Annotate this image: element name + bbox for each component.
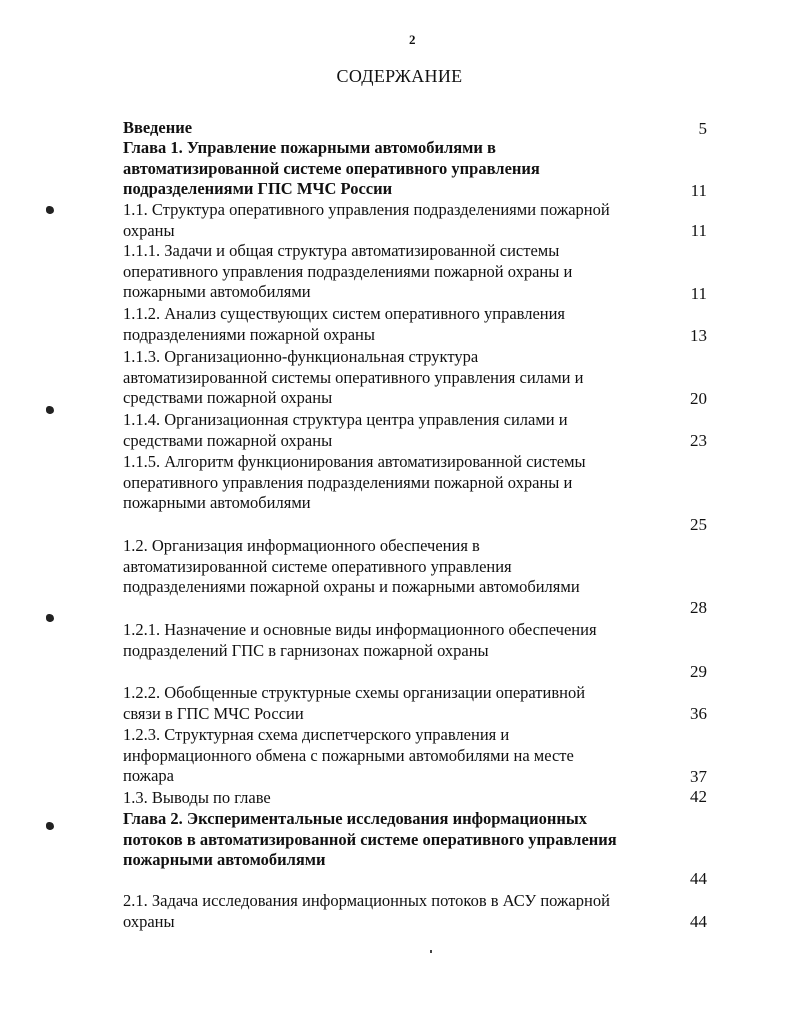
toc-entry-1-1-5 xyxy=(123,452,713,514)
page-title: СОДЕРЖАНИЕ xyxy=(336,66,463,86)
toc-entry-line: 1.2.1. Назначение и основные виды информационного обеспечения xyxy=(123,620,597,639)
toc-entry-line: автоматизированной системе оперативного управления xyxy=(123,556,512,576)
toc-entry-line: автоматизированной системы оперативного управления силами и xyxy=(123,367,584,387)
toc-entry-1-3 xyxy=(123,788,713,809)
toc-entry-line: Глава 1. Управление пожарными автомобилями в xyxy=(123,138,496,157)
toc-entry-line: 1.2.3. Структурная схема диспетчерского управления и xyxy=(123,725,510,744)
toc-entry-line: средствами пожарной охраны xyxy=(123,388,333,407)
scan-mark xyxy=(46,406,54,414)
toc-entry-2-1 xyxy=(123,891,713,932)
toc-entry-line: Глава 2. Экспериментальные исследования информационных xyxy=(123,809,587,828)
toc-entry-line: 1.1.2. Анализ существующих систем оперативного управления xyxy=(123,304,566,323)
toc-entry-line: 1.2. Организация информационного обеспечения в xyxy=(123,536,480,555)
toc-entry-line: подразделениями ГПС МЧС России xyxy=(123,179,393,198)
toc-entry-line: связи в ГПС МЧС России xyxy=(123,703,304,723)
toc-page-number: 11 xyxy=(690,221,707,240)
toc-entry-line: 1.1.5. Алгоритм функционирования автоматизированной системы xyxy=(123,452,586,471)
toc-entry-1-2-3 xyxy=(123,725,713,787)
toc-entry-1-1-1 xyxy=(123,241,713,303)
toc-entry-1-1-4 xyxy=(123,410,713,451)
toc-entry-line: 1.1.1. Задачи и общая структура автоматизированной системы xyxy=(123,241,560,260)
toc-entry-line: средствами пожарной охраны xyxy=(123,430,333,450)
toc-entry-line: пожара xyxy=(123,766,174,785)
toc-entry-line: 1.1. Структура оперативного управления подразделениями пожарной xyxy=(123,200,610,219)
scan-mark xyxy=(46,822,54,830)
toc-entry-1-2-2 xyxy=(123,683,713,724)
toc-entry-line: потоков в автоматизированной системе оперативного управления xyxy=(123,829,617,849)
toc-entry-line: 1.3. Выводы по главе xyxy=(123,788,271,807)
toc-entry-line: подразделениями пожарной охраны xyxy=(123,324,375,344)
toc-entry-line: автоматизированной системе оперативного управления xyxy=(123,158,540,178)
toc-page-number: 42 xyxy=(690,787,707,806)
scan-mark xyxy=(46,614,54,622)
toc-entry-chapter-2 xyxy=(123,809,713,871)
toc-entry-line: 1.1.3. Организационно-функциональная структура xyxy=(123,347,479,366)
toc-entry-line: пожарными автомобилями xyxy=(123,493,311,512)
toc-page-number: 28 xyxy=(690,598,707,617)
toc-entry-line: 1.2.2. Обобщенные структурные схемы организации оперативной xyxy=(123,683,586,702)
toc-page-number: 5 xyxy=(698,119,707,138)
toc-entry-line: информационного обмена с пожарными автомобилями на месте xyxy=(123,745,574,765)
toc-page-number: 11 xyxy=(690,181,707,200)
toc-page-number: 20 xyxy=(690,389,707,408)
toc-entry-1-2 xyxy=(123,536,713,598)
toc-page-number: 44 xyxy=(690,869,707,888)
toc-entry-line: охраны xyxy=(123,220,175,240)
toc-page-number: 13 xyxy=(690,326,707,345)
scan-mark xyxy=(46,206,54,214)
toc-entry-line: охраны xyxy=(123,911,175,931)
toc-page-number: 36 xyxy=(690,704,707,723)
toc-page-number: 23 xyxy=(690,431,707,450)
toc-entry-1-1 xyxy=(123,200,713,241)
page-number: 2 xyxy=(409,32,416,47)
toc-entry-chapter-1 xyxy=(123,138,713,200)
toc-page-number: 44 xyxy=(690,912,707,931)
toc-page-number: 11 xyxy=(690,284,707,303)
toc-entry-line: 2.1. Задача исследования информационных потоков в АСУ пожарной xyxy=(123,891,610,910)
toc-entry-line: 1.1.4. Организационная структура центра управления силами и xyxy=(123,410,568,429)
toc-entry-introduction xyxy=(123,118,713,139)
toc-entry-line: пожарными автомобилями xyxy=(123,282,311,301)
toc-entry-line: подразделений ГПС в гарнизонах пожарной охраны xyxy=(123,640,489,660)
toc-entry-line: Введение xyxy=(123,118,193,137)
toc-entry-line: пожарными автомобилями xyxy=(123,850,326,869)
toc-entry-1-1-3 xyxy=(123,347,713,409)
toc-page-number: 29 xyxy=(690,662,707,681)
toc-entry-line: подразделениями пожарной охраны и пожарными автомобилями xyxy=(123,577,580,596)
scan-dot xyxy=(430,950,432,953)
toc-entry-1-1-2 xyxy=(123,304,713,345)
toc-entry-1-2-1 xyxy=(123,620,713,661)
toc-page-number: 37 xyxy=(690,767,707,786)
toc-entry-line: оперативного управления подразделениями пожарной охраны и xyxy=(123,472,573,492)
toc-entry-line: оперативного управления подразделениями пожарной охраны и xyxy=(123,261,573,281)
toc-page-number: 25 xyxy=(690,515,707,534)
